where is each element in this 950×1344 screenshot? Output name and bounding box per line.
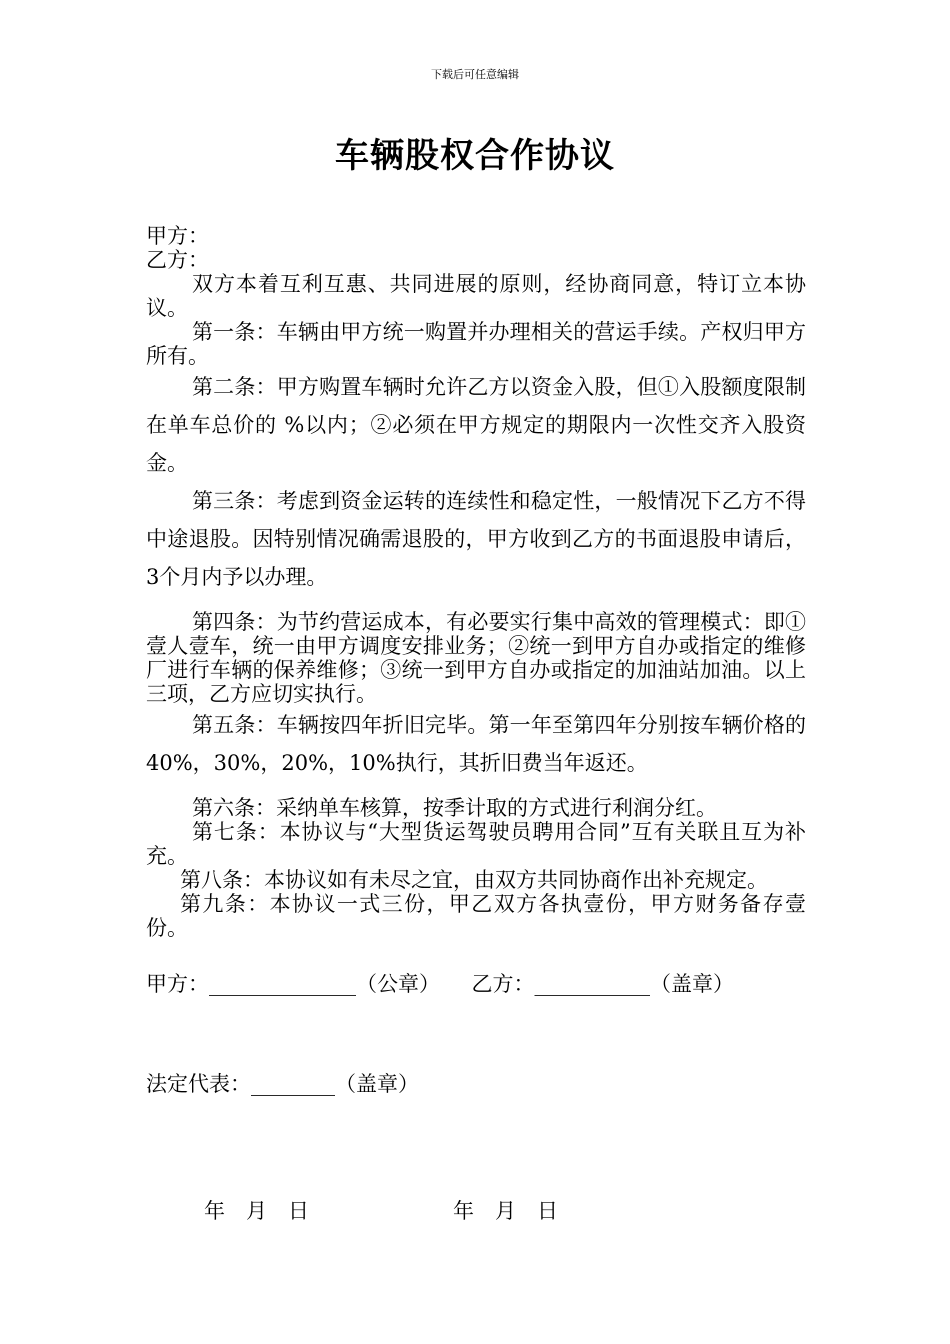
article-9: 第九条：本协议一式三份，甲乙双方各执壹份，甲方财务备存壹份。 <box>146 892 806 940</box>
document-title: 车辆股权合作协议 <box>335 136 615 176</box>
legal-representative-line: 法定代表：________（盖章） <box>146 1072 419 1096</box>
article-8: 第八条：本协议如有未尽之宜，由双方共同协商作出补充规定。 <box>180 868 768 892</box>
signature-line: 甲方：______________（公章） 乙方：___________（盖章） <box>146 972 734 996</box>
party-a-label: 甲方： <box>146 224 209 248</box>
article-3: 第三条：考虑到资金运转的连续性和稳定性，一般情况下乙方不得中途退股。因特别情况确需退股的，甲方收到乙方的书面退股申请后，3个月内予以办理。 <box>146 489 806 589</box>
page-header: 下载后可任意编辑 <box>431 68 519 81</box>
party-b-label: 乙方： <box>146 248 209 272</box>
article-6: 第六条：采纳单车核算，按季计取的方式进行利润分红。 <box>192 796 717 820</box>
article-4: 第四条：为节约营运成本，有必要实行集中高效的管理模式：即①壹人壹车，统一由甲方调度安排业务；②统一到甲方自办或指定的维修厂进行车辆的保养维修；③统一到甲方自办或指定的加油站加油。以上三项，乙方应切实执行。 <box>146 610 806 706</box>
article-7: 第七条：本协议与“大型货运驾驶员聘用合同”互有关联且互为补充。 <box>146 820 806 868</box>
intro-paragraph: 双方本着互利互惠、共同进展的原则，经协商同意，特订立本协议。 <box>146 272 806 320</box>
document-body <box>146 224 806 940</box>
article-2: 第二条：甲方购置车辆时允许乙方以资金入股，但①入股额度限制在单车总价的 %以内；②必须在甲方规定的期限内一次性交齐入股资金。 <box>146 375 806 475</box>
article-5: 第五条：车辆按四年折旧完毕。第一年至第四年分别按车辆价格的40%，30%，20%，10%执行，其折旧费当年返还。 <box>146 713 806 775</box>
article-1: 第一条：车辆由甲方统一购置并办理相关的营运手续。产权归甲方所有。 <box>146 320 806 368</box>
date-party-b: 年 月 日 <box>453 1199 558 1223</box>
date-party-a: 年 月 日 <box>204 1199 309 1223</box>
